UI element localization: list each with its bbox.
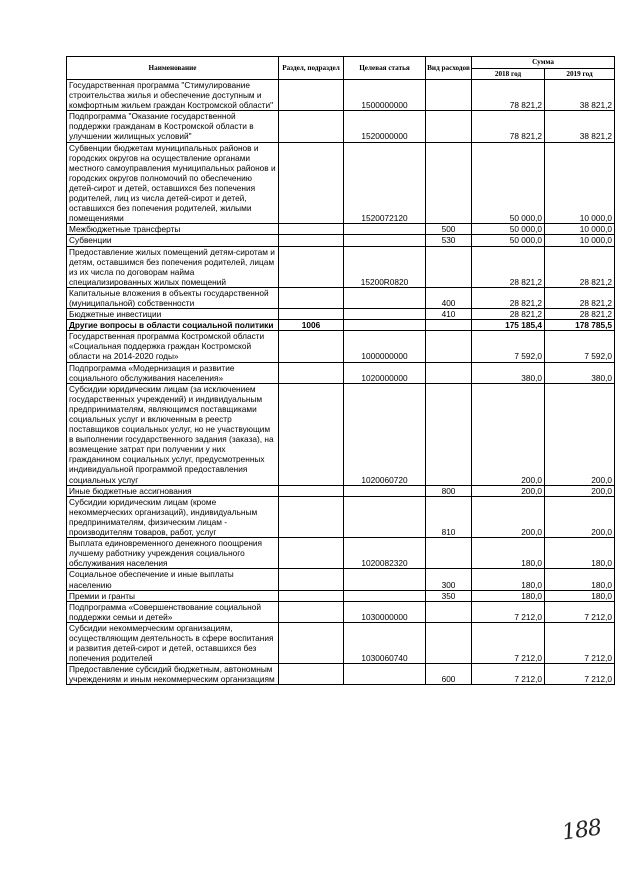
row-name-cell: Субсидии некоммерческим организациям, осуществляющим деятельность в сфере воспитания и развития детей-сирот и детей, оставшихся без попечения родителей (67, 622, 279, 663)
row-name-cell: Подпрограмма «Совершенствование социальной поддержки семьи и детей» (67, 601, 279, 622)
row-section-cell (279, 538, 344, 569)
row-target-article-cell (344, 320, 426, 331)
row-sum-2019-cell: 178 785,5 (545, 320, 615, 331)
budget-table (66, 56, 615, 685)
row-sum-2019-cell: 38 821,2 (545, 80, 615, 111)
row-target-article-cell: 1000000000 (344, 331, 426, 362)
row-sum-2019-cell: 180,0 (545, 569, 615, 590)
row-target-article-cell (344, 485, 426, 496)
row-expense-type-cell (426, 622, 472, 663)
row-sum-2019-cell: 7 212,0 (545, 664, 615, 685)
row-expense-type-cell (426, 538, 472, 569)
row-section-cell (279, 224, 344, 235)
row-name-cell: Капитальные вложения в объекты государственной (муниципальной) собственности (67, 287, 279, 308)
table-row (67, 287, 615, 308)
row-sum-2018-cell: 50 000,0 (472, 142, 545, 224)
table-row (67, 331, 615, 362)
header-sum: Сумма (472, 57, 615, 69)
row-sum-2019-cell: 28 821,2 (545, 287, 615, 308)
row-section-cell (279, 601, 344, 622)
table-row (67, 485, 615, 496)
row-sum-2018-cell: 180,0 (472, 538, 545, 569)
row-sum-2018-cell: 28 821,2 (472, 246, 545, 287)
row-name-cell: Субвенции бюджетам муниципальных районов и городских округов на осуществление органами местного самоуправления муниципальных районов и городских округов полномочий по обеспечению детей-сирот и детей, оставшихся без попечения родителей, лиц из числа детей-сирот и детей, оставшихся без попечения родителей, жилыми помещениями (67, 142, 279, 224)
row-section-cell (279, 235, 344, 246)
header-year-2019: 2019 год (545, 68, 615, 80)
row-name-cell: Социальное обеспечение и иные выплаты населению (67, 569, 279, 590)
row-target-article-cell (344, 224, 426, 235)
row-expense-type-cell (426, 362, 472, 383)
table-row (67, 601, 615, 622)
row-sum-2018-cell: 50 000,0 (472, 235, 545, 246)
row-target-article-cell: 1030000000 (344, 601, 426, 622)
row-target-article-cell (344, 309, 426, 320)
row-sum-2019-cell: 10 000,0 (545, 224, 615, 235)
header-expense-type: Вид расходов (426, 57, 472, 80)
table-row (67, 246, 615, 287)
row-sum-2018-cell: 28 821,2 (472, 309, 545, 320)
row-sum-2019-cell: 7 592,0 (545, 331, 615, 362)
row-sum-2018-cell: 78 821,2 (472, 111, 545, 142)
header-name: Наименование (67, 57, 279, 80)
row-sum-2018-cell: 175 185,4 (472, 320, 545, 331)
row-target-article-cell (344, 569, 426, 590)
table-row (67, 590, 615, 601)
row-target-article-cell (344, 235, 426, 246)
row-expense-type-cell (426, 142, 472, 224)
row-expense-type-cell: 600 (426, 664, 472, 685)
row-name-cell: Субсидии юридическим лицам (кроме некоммерческих организаций), индивидуальным предпринимателям, физическим лицам - производителям товаров, работ, услуг (67, 496, 279, 537)
row-target-article-cell (344, 496, 426, 537)
row-target-article-cell: 1020060720 (344, 383, 426, 485)
row-target-article-cell (344, 664, 426, 685)
row-target-article-cell: 1030060740 (344, 622, 426, 663)
row-expense-type-cell (426, 383, 472, 485)
row-section-cell (279, 331, 344, 362)
row-expense-type-cell: 500 (426, 224, 472, 235)
row-section-cell (279, 246, 344, 287)
row-sum-2019-cell: 28 821,2 (545, 309, 615, 320)
row-section-cell (279, 485, 344, 496)
row-sum-2019-cell: 180,0 (545, 590, 615, 601)
row-name-cell: Государственная программа Костромской области «Социальная поддержка граждан Костромской области на 2014-2020 годы» (67, 331, 279, 362)
row-sum-2018-cell: 50 000,0 (472, 224, 545, 235)
row-section-cell (279, 309, 344, 320)
row-sum-2018-cell: 7 212,0 (472, 622, 545, 663)
row-name-cell: Бюджетные инвестиции (67, 309, 279, 320)
table-row (67, 142, 615, 224)
row-section-cell (279, 590, 344, 601)
row-sum-2019-cell: 7 212,0 (545, 622, 615, 663)
row-name-cell: Иные бюджетные ассигнования (67, 485, 279, 496)
row-name-cell: Премии и гранты (67, 590, 279, 601)
table-row (67, 111, 615, 142)
row-target-article-cell: 1020082320 (344, 538, 426, 569)
row-target-article-cell: 15200R0820 (344, 246, 426, 287)
row-sum-2018-cell: 7 212,0 (472, 601, 545, 622)
table-row (67, 362, 615, 383)
table-header-row (67, 57, 615, 69)
row-sum-2019-cell: 380,0 (545, 362, 615, 383)
row-sum-2019-cell: 200,0 (545, 485, 615, 496)
row-name-cell: Подпрограмма «Модернизация и развитие социального обслуживания населения» (67, 362, 279, 383)
row-sum-2018-cell: 78 821,2 (472, 80, 545, 111)
row-name-cell: Субсидии юридическим лицам (за исключением государственных учреждений) и индивидуальным предпринимателям, являющимся поставщиками социальных услуг и включенным в реестр поставщиков социальных услуг, но не участвующим в выполнении государственного задания (заказа), на возмещение затрат при получении у них гражданином социальных услуг, предусмотренных индивидуальной программой предоставления социальных услуг (67, 383, 279, 485)
row-target-article-cell (344, 287, 426, 308)
row-sum-2019-cell: 200,0 (545, 496, 615, 537)
row-expense-type-cell (426, 320, 472, 331)
row-section-cell (279, 383, 344, 485)
row-section-cell: 1006 (279, 320, 344, 331)
row-name-cell: Предоставление жилых помещений детям-сиротам и детям, оставшимся без попечения родителей, лицам из их числа по договорам найма специализированных жилых помещений (67, 246, 279, 287)
header-target-article: Целевая статья (344, 57, 426, 80)
row-sum-2019-cell: 180,0 (545, 538, 615, 569)
row-sum-2018-cell: 200,0 (472, 383, 545, 485)
row-sum-2018-cell: 200,0 (472, 485, 545, 496)
table-row (67, 622, 615, 663)
row-expense-type-cell (426, 601, 472, 622)
row-name-cell: Межбюджетные трансферты (67, 224, 279, 235)
row-expense-type-cell: 810 (426, 496, 472, 537)
row-expense-type-cell: 350 (426, 590, 472, 601)
row-section-cell (279, 80, 344, 111)
row-target-article-cell (344, 590, 426, 601)
row-sum-2018-cell: 380,0 (472, 362, 545, 383)
row-sum-2019-cell: 10 000,0 (545, 142, 615, 224)
table-row (67, 383, 615, 485)
row-name-cell: Субвенции (67, 235, 279, 246)
row-target-article-cell: 1500000000 (344, 80, 426, 111)
row-section-cell (279, 622, 344, 663)
row-sum-2018-cell: 7 212,0 (472, 664, 545, 685)
row-sum-2018-cell: 200,0 (472, 496, 545, 537)
row-sum-2019-cell: 200,0 (545, 383, 615, 485)
row-expense-type-cell: 410 (426, 309, 472, 320)
header-section: Раздел, подраздел (279, 57, 344, 80)
row-sum-2018-cell: 28 821,2 (472, 287, 545, 308)
row-sum-2019-cell: 38 821,2 (545, 111, 615, 142)
row-section-cell (279, 362, 344, 383)
row-section-cell (279, 569, 344, 590)
row-target-article-cell: 1520072120 (344, 142, 426, 224)
row-expense-type-cell (426, 246, 472, 287)
row-section-cell (279, 142, 344, 224)
row-expense-type-cell: 400 (426, 287, 472, 308)
header-year-2018: 2018 год (472, 68, 545, 80)
row-expense-type-cell: 800 (426, 485, 472, 496)
row-expense-type-cell (426, 331, 472, 362)
row-name-cell: Выплата единовременного денежного поощрения лучшему работнику учреждения социального обслуживания населения (67, 538, 279, 569)
handwritten-page-number: 188 (560, 815, 603, 846)
table-row (67, 235, 615, 246)
table-row (67, 569, 615, 590)
row-sum-2019-cell: 10 000,0 (545, 235, 615, 246)
table-row (67, 538, 615, 569)
row-sum-2018-cell: 7 592,0 (472, 331, 545, 362)
row-name-cell: Государственная программа "Стимулирование строительства жилья и обеспечение доступным и комфортным жильем граждан Костромской области" (67, 80, 279, 111)
row-name-cell: Предоставление субсидий бюджетным, автономным учреждениям и иным некоммерческим организациям (67, 664, 279, 685)
row-target-article-cell: 1020000000 (344, 362, 426, 383)
table-row (67, 664, 615, 685)
row-target-article-cell: 1520000000 (344, 111, 426, 142)
row-section-cell (279, 111, 344, 142)
table-row (67, 309, 615, 320)
row-expense-type-cell: 530 (426, 235, 472, 246)
row-sum-2019-cell: 7 212,0 (545, 601, 615, 622)
row-name-cell: Другие вопросы в области социальной политики (67, 320, 279, 331)
table-row (67, 224, 615, 235)
row-expense-type-cell (426, 80, 472, 111)
table-row (67, 496, 615, 537)
row-section-cell (279, 287, 344, 308)
row-sum-2018-cell: 180,0 (472, 590, 545, 601)
row-expense-type-cell: 300 (426, 569, 472, 590)
row-sum-2019-cell: 28 821,2 (545, 246, 615, 287)
row-expense-type-cell (426, 111, 472, 142)
table-row (67, 80, 615, 111)
table-body (67, 80, 615, 685)
row-name-cell: Подпрограмма "Оказание государственной поддержки гражданам в Костромской области в улучшении жилищных условий" (67, 111, 279, 142)
row-section-cell (279, 496, 344, 537)
row-section-cell (279, 664, 344, 685)
row-sum-2018-cell: 180,0 (472, 569, 545, 590)
table-row (67, 320, 615, 331)
